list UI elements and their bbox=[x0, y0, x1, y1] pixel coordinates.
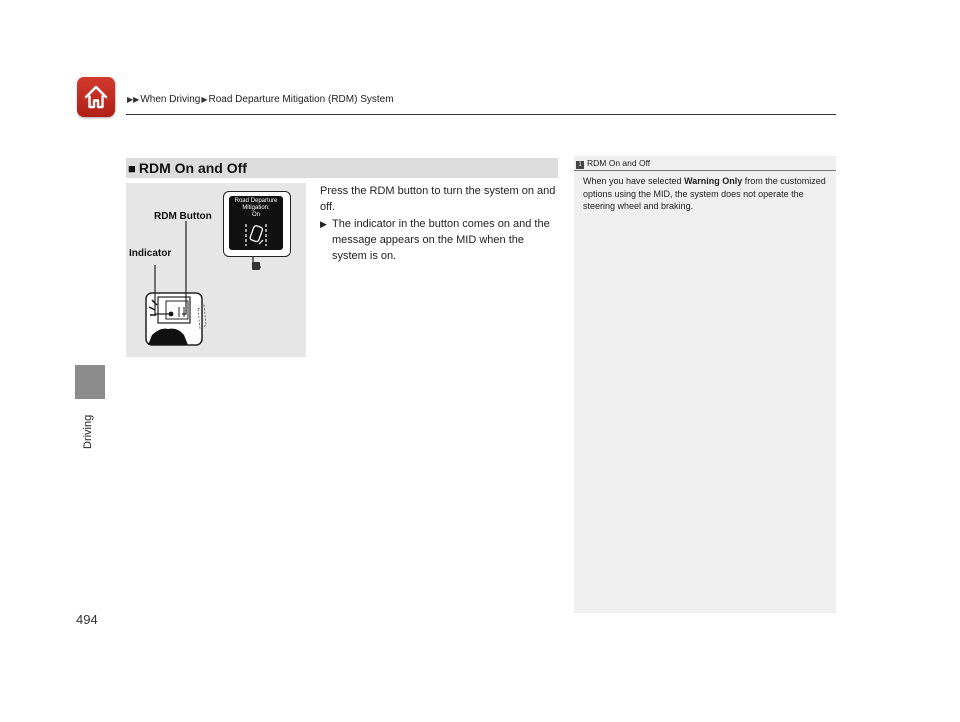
rdm-button-label: RDM Button bbox=[154, 211, 212, 222]
breadcrumb-arrow-icon: ▶▶ bbox=[127, 95, 140, 104]
home-button[interactable] bbox=[77, 77, 115, 117]
note-body bbox=[583, 175, 829, 213]
breadcrumb bbox=[126, 94, 394, 105]
note-text-before: When you have selected bbox=[583, 176, 685, 186]
page-number: 494 bbox=[76, 612, 98, 627]
home-icon bbox=[83, 84, 109, 110]
lane-departure-icon bbox=[229, 196, 283, 250]
note-divider bbox=[574, 170, 836, 171]
note-title-text: RDM On and Off bbox=[587, 158, 651, 168]
indicator-label: Indicator bbox=[129, 248, 172, 259]
breadcrumb-item-when-driving[interactable]: When Driving bbox=[140, 94, 201, 105]
rdm-button-figure bbox=[126, 183, 306, 357]
mid-display-text: Road Departure Mitigation: On bbox=[234, 198, 278, 218]
section-heading bbox=[126, 158, 558, 178]
instruction-paragraph: Press the RDM button to turn the system on and off. bbox=[320, 185, 556, 213]
header-divider bbox=[126, 114, 836, 115]
section-title: RDM On and Off bbox=[138, 160, 247, 176]
instruction-result-text: The indicator in the button comes on and the message appears on the MID when the system is on. bbox=[332, 218, 550, 262]
mid-display-screen bbox=[229, 196, 283, 250]
mid-display-callout bbox=[223, 191, 291, 257]
result-arrow-icon: ▶ bbox=[320, 219, 327, 229]
note-panel bbox=[574, 156, 836, 613]
chapter-tab-label: Driving bbox=[82, 414, 94, 450]
breadcrumb-arrow-icon: ▶ bbox=[201, 95, 208, 104]
chapter-tab[interactable] bbox=[75, 365, 105, 399]
instruction-text bbox=[320, 183, 560, 264]
section-marker-icon: ■ bbox=[128, 160, 136, 176]
instruction-result bbox=[320, 216, 560, 264]
note-text-after: from the customized options using the MID, the system does not operate the steering wheel and braking. bbox=[583, 176, 826, 211]
note-text-bold: Warning Only bbox=[684, 176, 743, 186]
breadcrumb-item-rdm-system[interactable]: Road Departure Mitigation (RDM) System bbox=[208, 94, 394, 105]
note-title bbox=[576, 158, 650, 169]
note-marker-icon: 1 bbox=[576, 161, 584, 169]
